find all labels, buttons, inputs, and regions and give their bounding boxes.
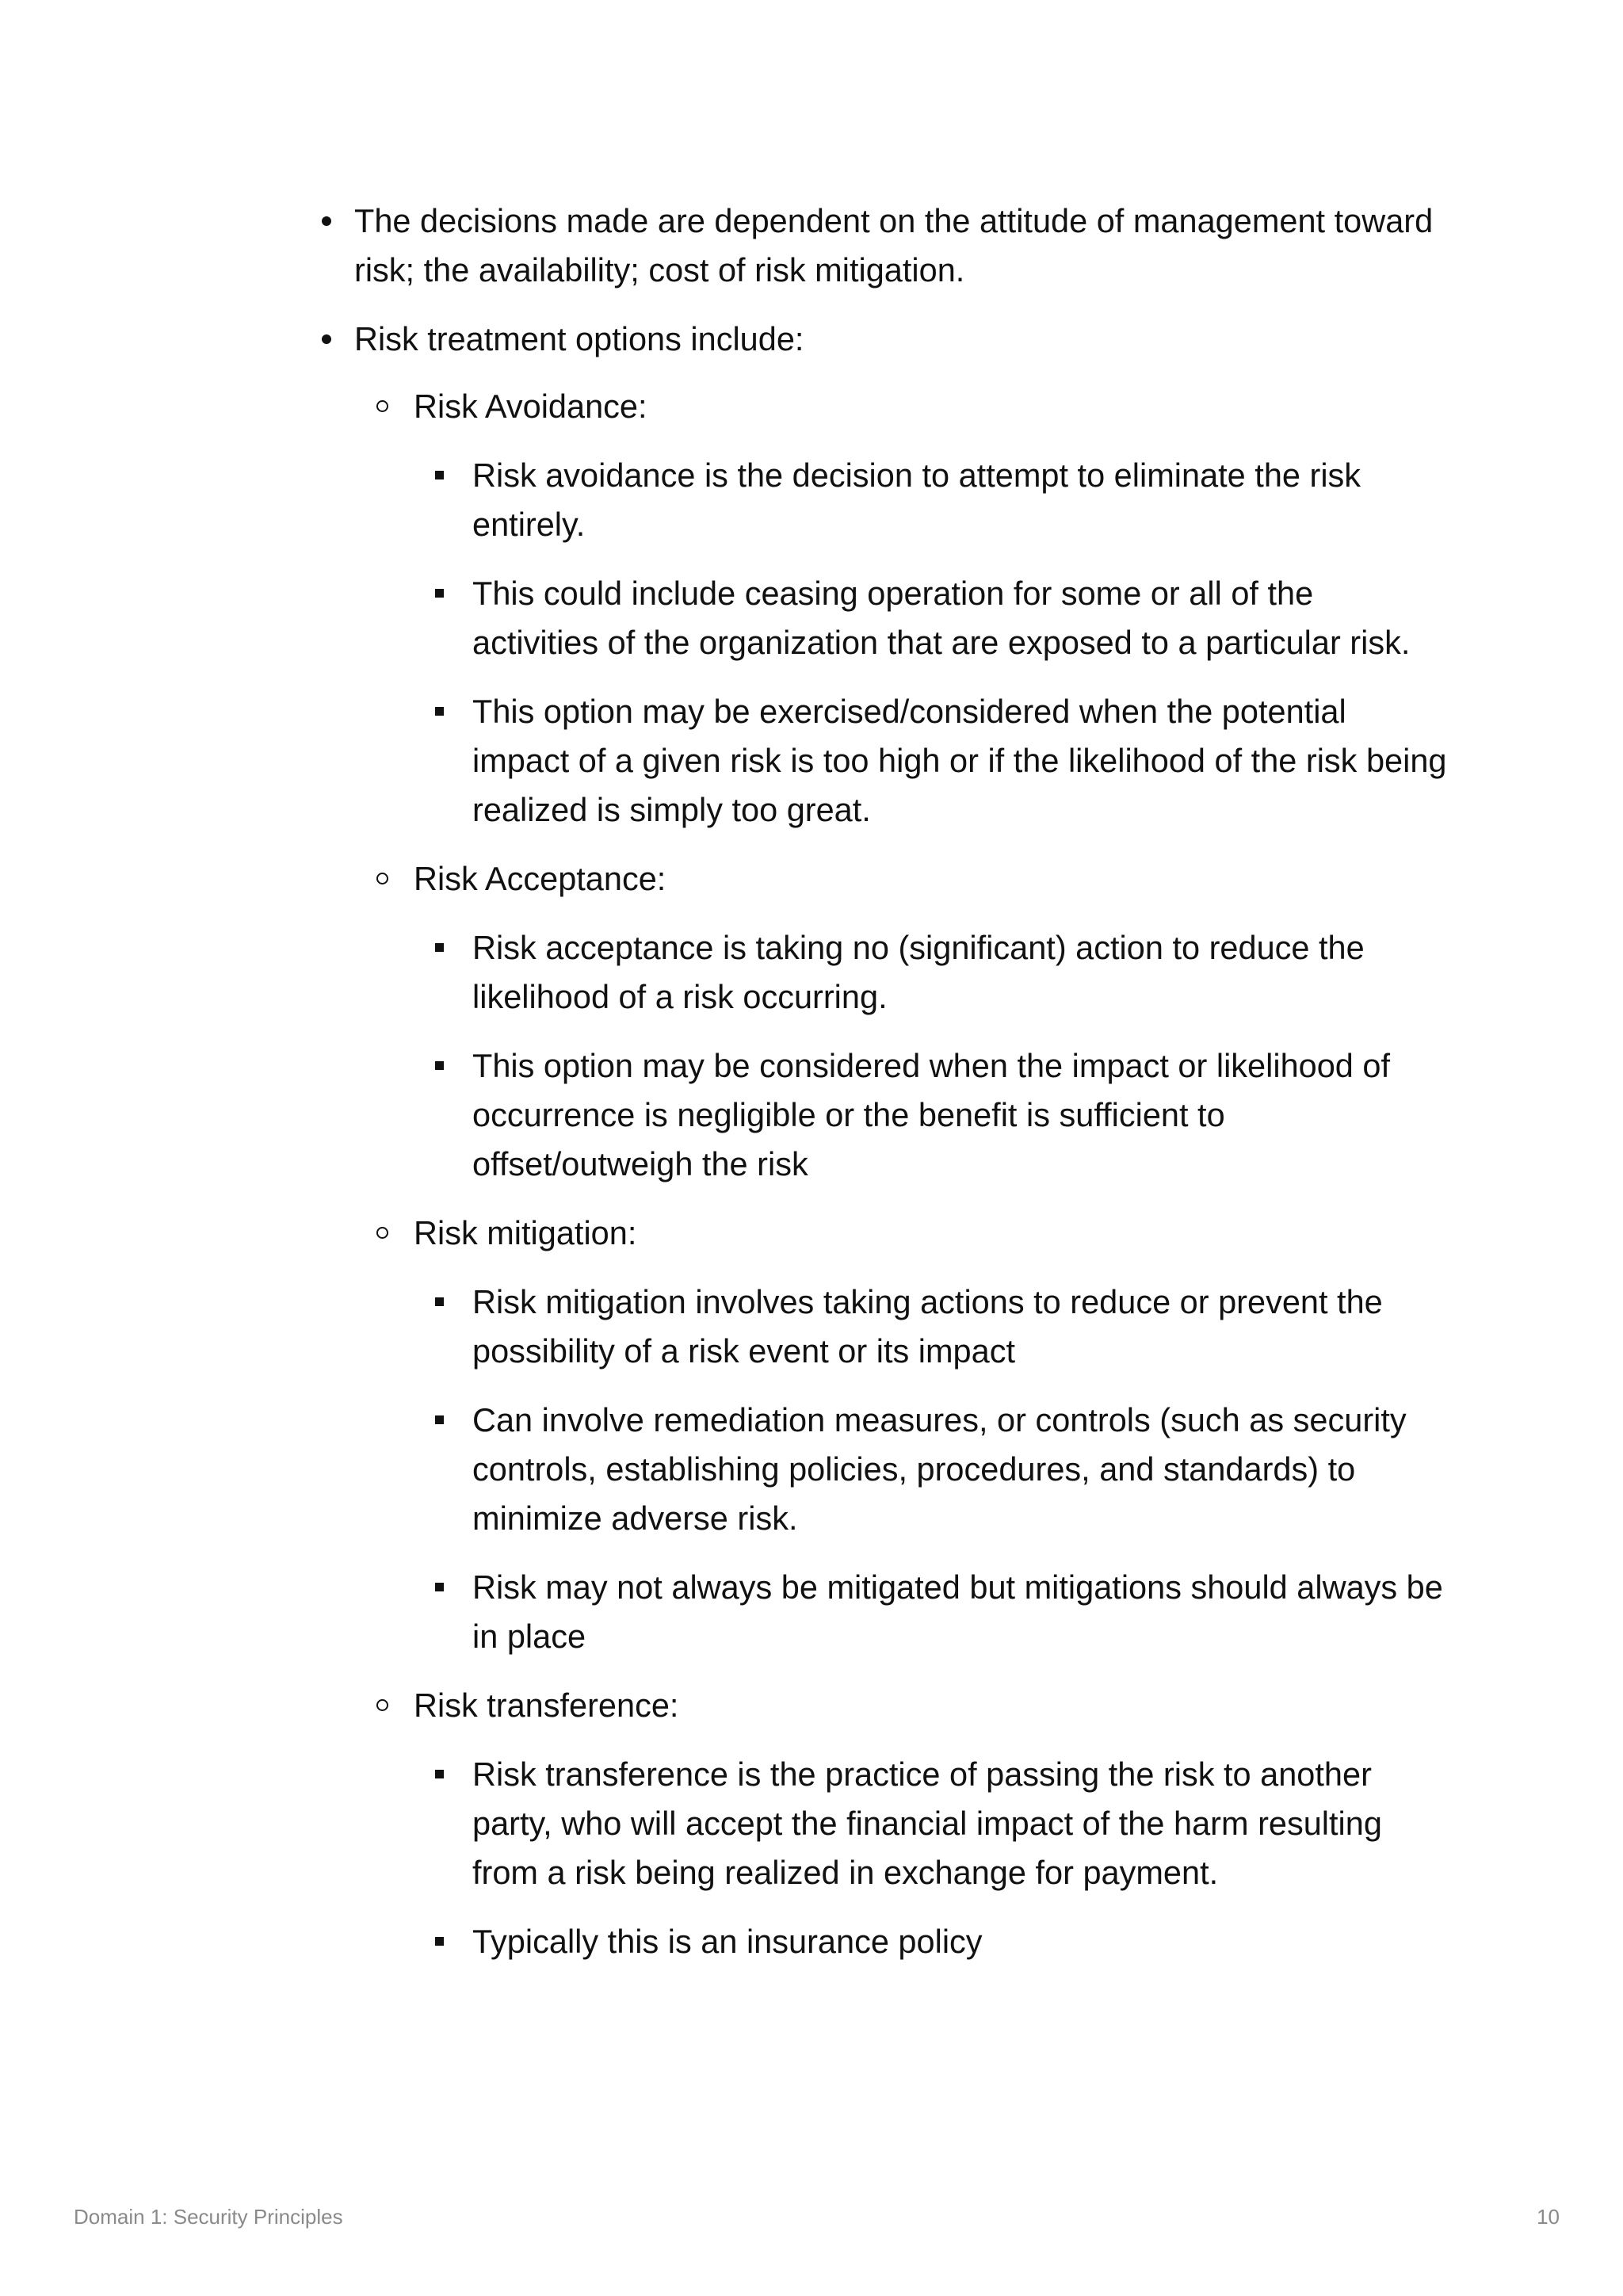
bullet-square-icon [435,707,444,716]
list-item [472,1563,1448,1661]
list-item-text: Typically this is an insurance policy [472,1923,983,1960]
list-item-text: Risk mitigation involves taking actions to reduce or prevent the possibility of a risk event or its impact [472,1283,1383,1370]
option-label: Risk Avoidance: [414,388,647,425]
bullet-circle-icon [376,1227,388,1239]
bullet-disc-icon [322,334,331,344]
bullet-square-icon [435,1297,444,1306]
bullet-list [354,197,1448,1966]
bullet-square-icon [435,1061,444,1070]
list-item-text: The decisions made are dependent on the attitude of management toward risk; the availability; cost of risk mitigation. [354,202,1434,288]
footer-section-title: Domain 1: Security Principles [74,2205,343,2229]
option-label: Risk mitigation: [414,1214,637,1251]
page-content [354,197,1448,1986]
bullet-square-icon [435,1770,444,1778]
list-item-text: This could include ceasing operation for some or all of the activities of the organization that are exposed to a particular risk. [472,575,1411,661]
bullet-circle-icon [376,873,388,884]
option-item-risk-mitigation [414,1209,1448,1661]
list-item [472,1917,1448,1966]
bullet-circle-icon [376,1699,388,1711]
bullet-square-icon [435,1937,444,1946]
list-item [472,1041,1448,1189]
list-item [472,687,1448,835]
option-detail-list [472,451,1448,835]
risk-treatment-options-list [414,382,1448,1966]
bullet-square-icon [435,471,444,479]
list-item [472,1750,1448,1897]
bullet-circle-icon [376,400,388,412]
list-item [472,451,1448,549]
list-item-text: Risk acceptance is taking no (significant) action to reduce the likelihood of a risk occurring. [472,929,1365,1015]
list-item [472,923,1448,1022]
list-item [354,315,1448,1966]
page-number: 10 [1537,2205,1560,2229]
option-detail-list [472,1750,1448,1966]
list-item-text: Can involve remediation measures, or controls (such as security controls, establishing policies, procedures, and standards) to minimize adverse risk. [472,1401,1407,1537]
list-item-text: This option may be considered when the impact or likelihood of occurrence is negligible or the benefit is sufficient to offset/outweigh the risk [472,1047,1391,1182]
list-item-text: This option may be exercised/considered when the potential impact of a given risk is too high or if the likelihood of the risk being realized is simply too great. [472,693,1447,828]
list-item-text: Risk transference is the practice of passing the risk to another party, who will accept the financial impact of the harm resulting from a risk being realized in exchange for payment. [472,1755,1382,1891]
list-item [472,1278,1448,1376]
option-detail-list [472,923,1448,1189]
option-label: Risk Acceptance: [414,860,666,897]
option-detail-list [472,1278,1448,1661]
list-item-text: Risk may not always be mitigated but mitigations should always be in place [472,1568,1443,1655]
list-item [472,1396,1448,1543]
option-item-risk-acceptance [414,854,1448,1189]
bullet-disc-icon [322,216,331,226]
list-item [472,569,1448,667]
bullet-square-icon [435,1583,444,1591]
option-label: Risk transference: [414,1687,679,1724]
list-item-text: Risk avoidance is the decision to attempt to eliminate the risk entirely. [472,457,1361,543]
list-item [354,197,1448,295]
option-item-risk-avoidance [414,382,1448,835]
bullet-square-icon [435,1415,444,1424]
bullet-square-icon [435,589,444,598]
list-item-text: Risk treatment options include: [354,320,804,357]
option-item-risk-transference [414,1681,1448,1966]
bullet-square-icon [435,943,444,952]
